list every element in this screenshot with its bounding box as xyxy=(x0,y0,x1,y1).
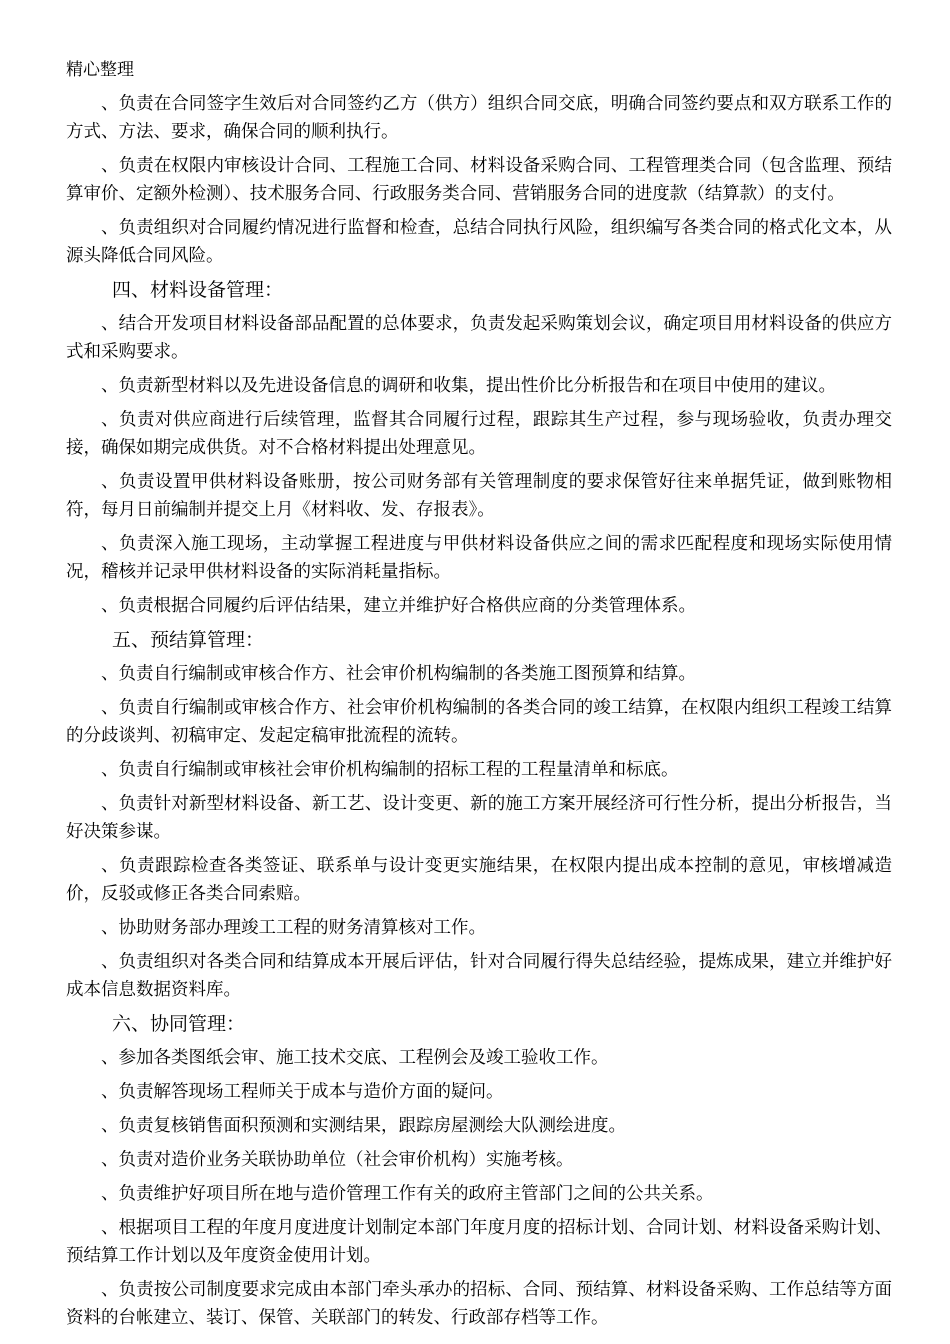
paragraph: 、负责组织对合同履约情况进行监督和检查，总结合同执行风险，组织编写各类合同的格式化文本，从源头降低合同风险。 xyxy=(66,218,892,266)
document-page xyxy=(66,56,892,1338)
paragraph: 、负责新型材料以及先进设备信息的调研和收集，提出性价比分析报告和在项目中使用的建议。 xyxy=(101,376,836,396)
paragraph: 、负责在合同签字生效后对合同签约乙方（供方）组织合同交底，明确合同签约要点和双方联系工作的方式、方法、要求，确保合同的顺利执行。 xyxy=(66,94,892,142)
section-heading: 四、材料设备管理： xyxy=(112,279,284,301)
paragraph: 、负责复核销售面积预测和实测结果，跟踪房屋测绘大队测绘进度。 xyxy=(101,1116,626,1136)
paragraph: 、负责设置甲供材料设备账册，按公司财务部有关管理制度的要求保管好往来单据凭证，做到账物相符，每月日前编制并提交上月《材料收、发、存报表》。 xyxy=(66,472,892,520)
section-heading: 五、预结算管理： xyxy=(112,629,265,651)
paragraph: 、参加各类图纸会审、施工技术交底、工程例会及竣工验收工作。 xyxy=(101,1048,609,1068)
paragraph: 、负责自行编制或审核社会审价机构编制的招标工程的工程量清单和标底。 xyxy=(101,760,679,780)
paragraph: 、负责解答现场工程师关于成本与造价方面的疑问。 xyxy=(101,1082,504,1102)
paragraph: 、结合开发项目材料设备部品配置的总体要求，负责发起采购策划会议，确定项目用材料设备的供应方式和采购要求。 xyxy=(66,314,892,362)
section-heading: 六、协同管理： xyxy=(112,1013,246,1035)
paragraph: 、负责深入施工现场，主动掌握工程进度与甲供材料设备供应之间的需求匹配程度和现场实际使用情况，稽核并记录甲供材料设备的实际消耗量指标。 xyxy=(66,534,892,582)
paragraph: 、负责维护好项目所在地与造价管理工作有关的政府主管部门之间的公共关系。 xyxy=(101,1184,714,1204)
paragraph: 、负责根据合同履约后评估结果，建立并维护好合格供应商的分类管理体系。 xyxy=(101,596,696,616)
paragraph: 、负责对造价业务关联协助单位（社会审价机构）实施考核。 xyxy=(101,1150,574,1170)
paragraph: 、负责在权限内审核设计合同、工程施工合同、材料设备采购合同、工程管理类合同（包含监理、预结算审价、定额外检测）、技术服务合同、行政服务类合同、营销服务合同的进度款（结算款）的支付。 xyxy=(66,156,892,204)
paragraph: 、负责跟踪检查各类签证、联系单与设计变更实施结果，在权限内提出成本控制的意见，审核增减造价，反驳或修正各类合同索赔。 xyxy=(66,856,892,904)
paragraph: 、负责组织对各类合同和结算成本开展后评估，针对合同履行得失总结经验，提炼成果，建立并维护好成本信息数据资料库。 xyxy=(66,952,892,1000)
paragraph: 、协助财务部办理竣工工程的财务清算核对工作。 xyxy=(101,918,486,938)
paragraph: 、负责针对新型材料设备、新工艺、设计变更、新的施工方案开展经济可行性分析，提出分析报告，当好决策参谋。 xyxy=(66,794,892,842)
document-header: 精心整理 xyxy=(66,60,134,80)
paragraph: 、负责自行编制或审核合作方、社会审价机构编制的各类施工图预算和结算。 xyxy=(101,664,696,684)
paragraph: 、负责按公司制度要求完成由本部门牵头承办的招标、合同、预结算、材料设备采购、工作总结等方面资料的台帐建立、装订、保管、关联部门的转发、行政部存档等工作。 xyxy=(66,1280,892,1328)
paragraph: 、负责自行编制或审核合作方、社会审价机构编制的各类合同的竣工结算，在权限内组织工程竣工结算的分歧谈判、初稿审定、发起定稿审批流程的流转。 xyxy=(66,698,892,746)
paragraph: 、根据项目工程的年度月度进度计划制定本部门年度月度的招标计划、合同计划、材料设备采购计划、预结算工作计划以及年度资金使用计划。 xyxy=(66,1218,892,1266)
paragraph: 、负责对供应商进行后续管理，监督其合同履行过程，跟踪其生产过程，参与现场验收，负责办理交接，确保如期完成供货。对不合格材料提出处理意见。 xyxy=(66,410,892,458)
